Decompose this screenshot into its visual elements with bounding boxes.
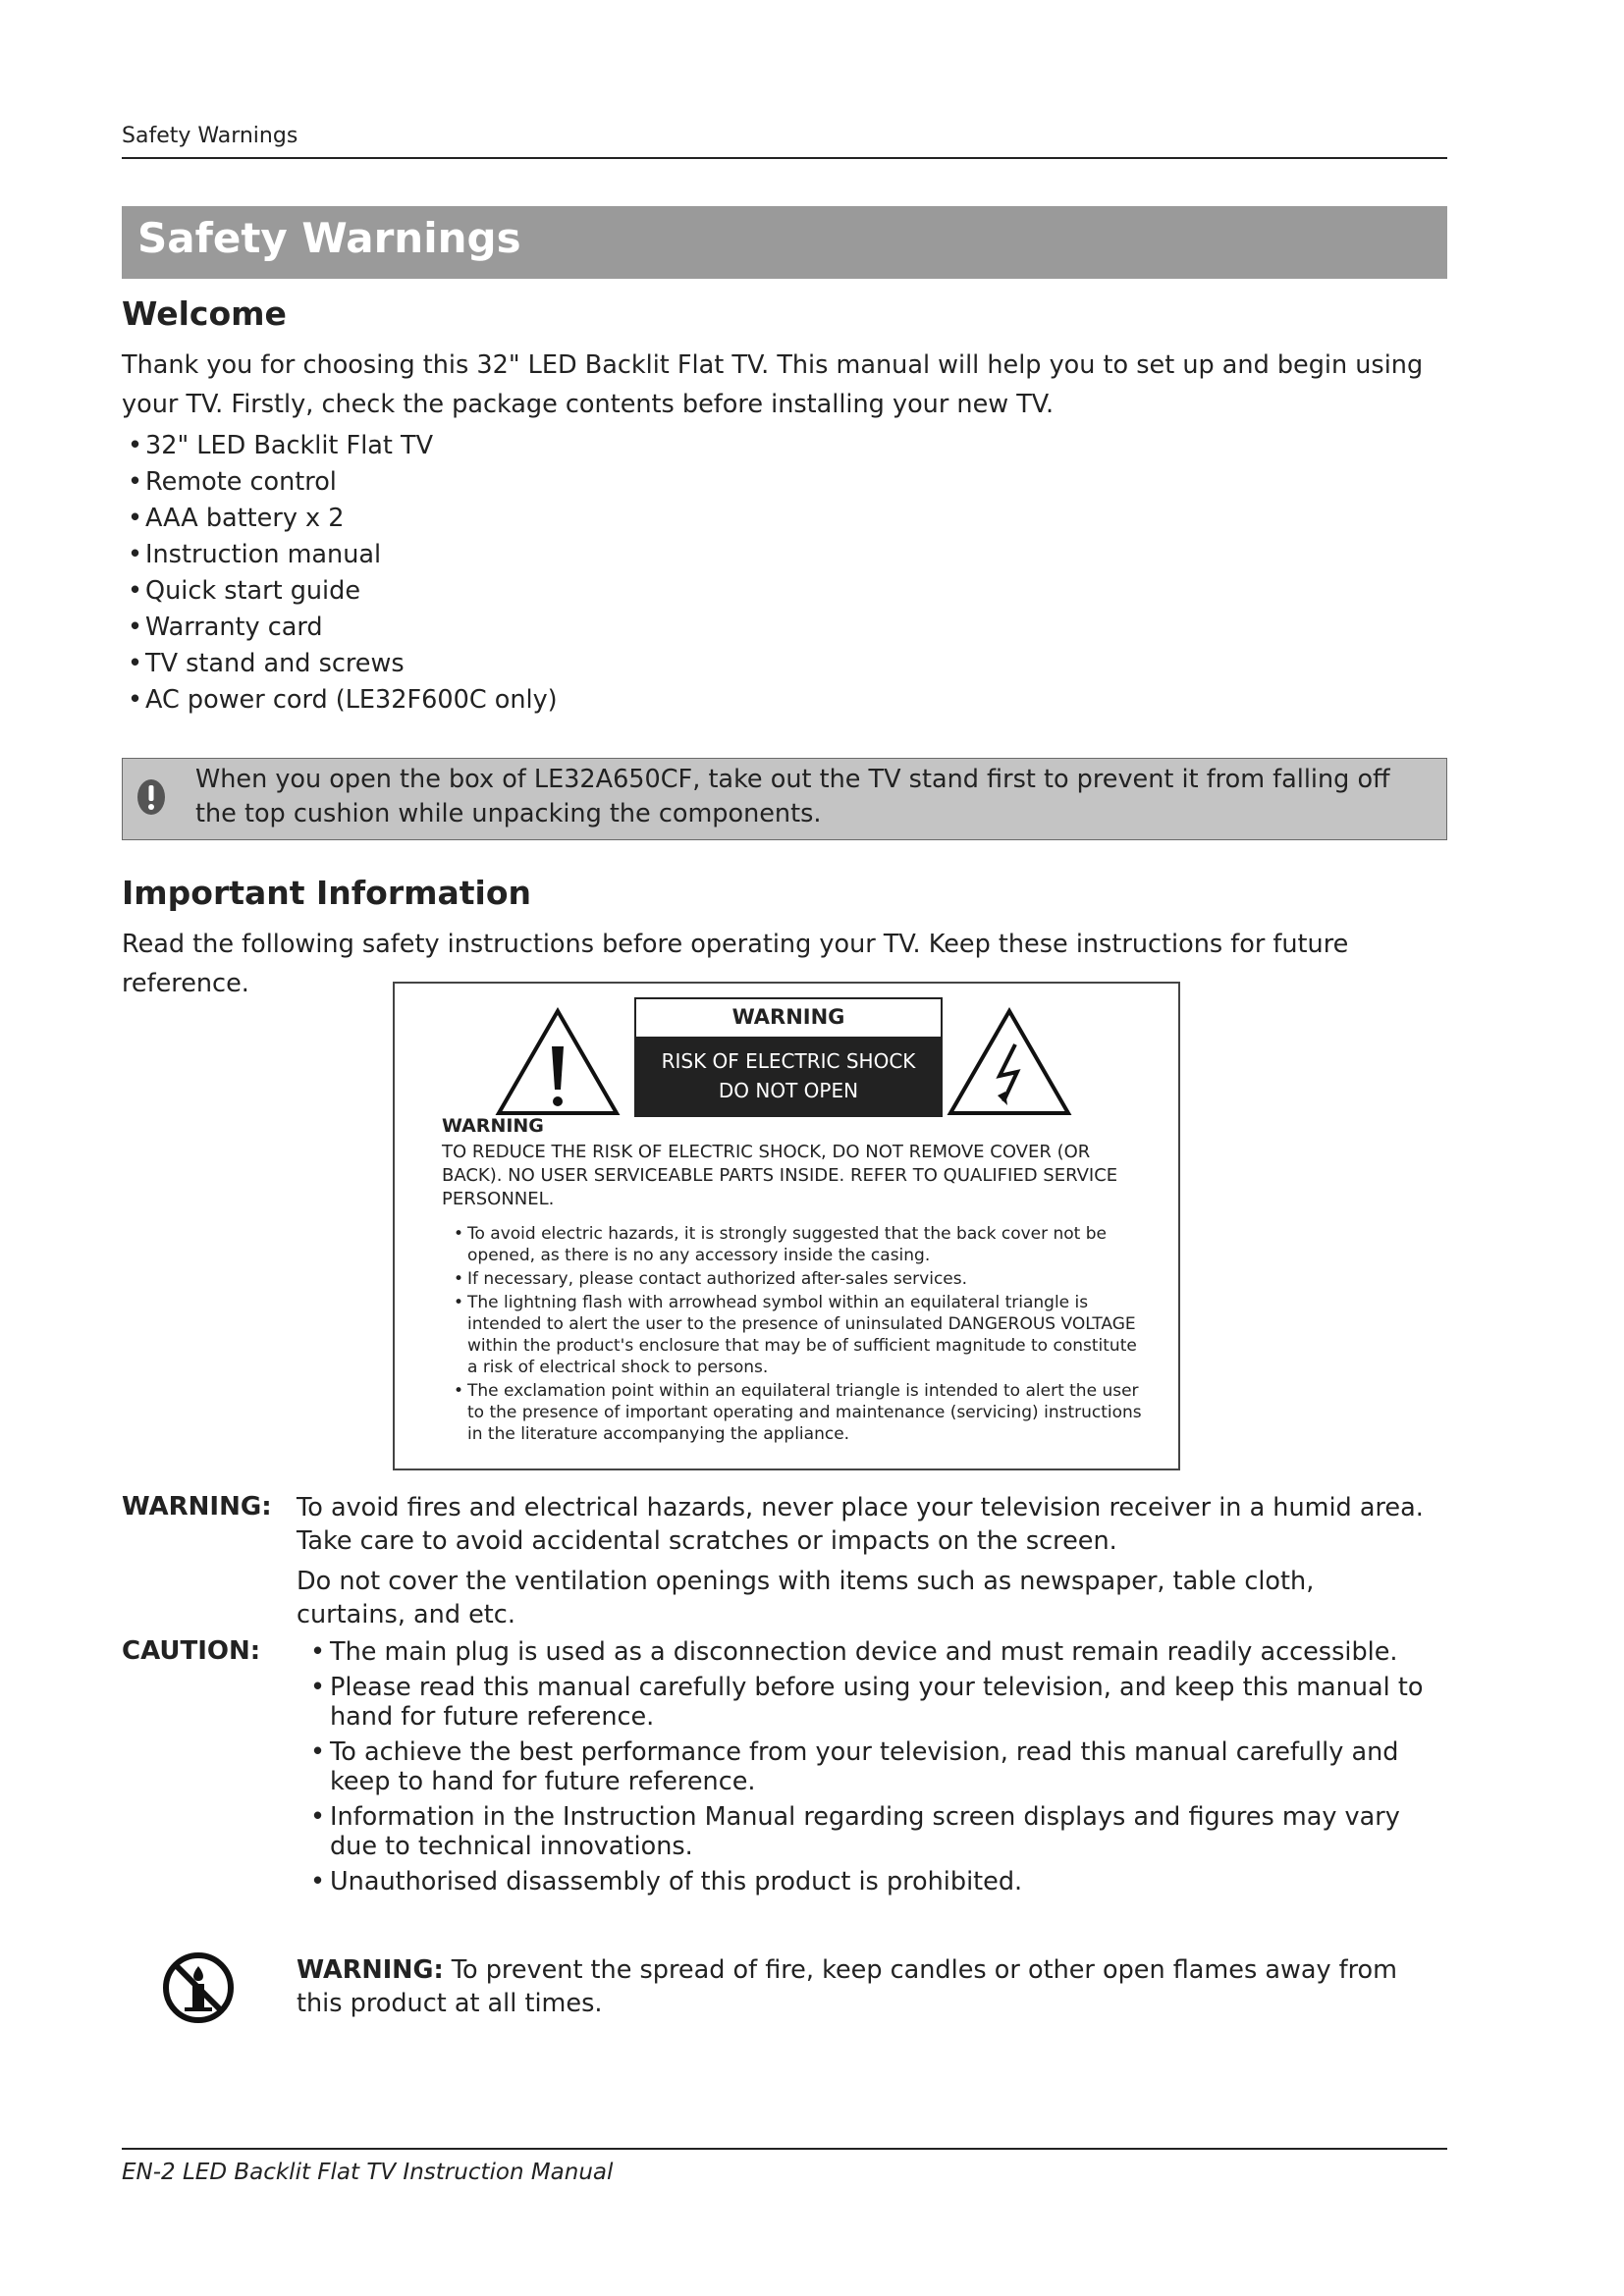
list-item: • Quick start guide [128, 573, 558, 610]
caution-label-heading: CAUTION: [122, 1636, 261, 1666]
warning-label-title: WARNING [731, 1005, 845, 1029]
fire-warning-text [297, 1953, 1426, 2020]
list-item: • If necessary, please contact authorized after-sales services. [454, 1268, 1151, 1290]
list-item: • Warranty card [128, 610, 558, 646]
list-item: • The lightning flash with arrowhead symbol within an equilateral triangle is intended to alert the user to the presence of uninsulated DANGEROUS VOLTAGE within the product's enclosure that may be of sufficient magnitude to constitute a risk of electrical shock to persons. [454, 1292, 1151, 1378]
banner-title: Safety Warnings [137, 214, 521, 262]
fire-warning-body: To prevent the spread of fire, keep candles or other open flames away from this product at all times. [297, 1955, 1398, 2018]
no-open-flame-icon [161, 1950, 236, 2025]
note-text: When you open the box of LE32A650CF, take out the TV stand first to prevent it from falling off the top cushion while unpacking the components. [195, 765, 1390, 828]
header-rule [122, 157, 1447, 159]
exclamation-triangle-icon [495, 1007, 621, 1117]
warning-text-2: Do not cover the ventilation openings with items such as newspaper, table cloth, curtains, and etc. [297, 1567, 1315, 1629]
list-item: • AAA battery x 2 [128, 501, 558, 537]
warning-label [634, 997, 943, 1117]
list-item: • Unauthorised disassembly of this product is prohibited. [310, 1867, 1449, 1896]
fire-warning-label: WARNING: [297, 1955, 444, 1985]
page-footer: EN-2 LED Backlit Flat TV Instruction Manual [122, 2160, 614, 2185]
electric-shock-warning-box [393, 982, 1180, 1470]
exclamation-icon [136, 778, 166, 816]
list-item: • The exclamation point within an equilateral triangle is intended to alert the user to the presence of important operating and maintenance (servicing) instructions in the literature accompanying the appliance. [454, 1380, 1151, 1445]
warning-label-body [636, 1037, 941, 1115]
welcome-heading: Welcome [122, 294, 287, 333]
list-item: • To avoid electric hazards, it is strongly suggested that the back cover not be opened, as there is no any accessory inside the casing. [454, 1223, 1151, 1266]
important-paragraph: Read the following safety instructions before operating your TV. Keep these instructions for future reference. [122, 930, 1349, 998]
list-item: • Please read this manual carefully before using your television, and keep this manual to hand for future reference. [310, 1673, 1449, 1732]
footer-rule [122, 2148, 1447, 2150]
warning-box-list [454, 1223, 1151, 1447]
list-item: • 32" LED Backlit Flat TV [128, 428, 558, 464]
list-item: • Remote control [128, 464, 558, 501]
lightning-triangle-icon [947, 1007, 1072, 1117]
warning-label-line1: RISK OF ELECTRIC SHOCK [661, 1049, 916, 1073]
warning-label-line2: DO NOT OPEN [718, 1079, 859, 1102]
warning-label-heading: WARNING: [122, 1492, 272, 1522]
package-contents-list [128, 428, 558, 719]
list-item: • To achieve the best performance from your television, read this manual carefully and keep to hand for future reference. [310, 1737, 1449, 1796]
important-heading: Important Information [122, 874, 532, 912]
warning-box-heading: WARNING [442, 1115, 544, 1137]
welcome-paragraph: Thank you for choosing this 32" LED Backlit Flat TV. This manual will help you to set up and begin using your TV. Firstly, check the package contents before installing your new TV. [122, 350, 1424, 419]
unpacking-note [122, 758, 1447, 840]
warning-text-1: To avoid fires and electrical hazards, never place your television receiver in a humid area. Take care to avoid accidental scratches or impacts on the screen. [297, 1493, 1424, 1556]
list-item: • AC power cord (LE32F600C only) [128, 682, 558, 719]
list-item: • The main plug is used as a disconnection device and must remain readily accessible. [310, 1637, 1449, 1667]
list-item: • Information in the Instruction Manual regarding screen displays and figures may vary due to technical innovations. [310, 1802, 1449, 1861]
list-item: • TV stand and screws [128, 646, 558, 682]
section-banner [122, 206, 1447, 279]
caution-list [310, 1637, 1449, 1902]
list-item: • Instruction manual [128, 537, 558, 573]
running-header: Safety Warnings [122, 124, 298, 148]
warning-box-body: TO REDUCE THE RISK OF ELECTRIC SHOCK, DO NOT REMOVE COVER (OR BACK). NO USER SERVICEABLE PARTS INSIDE. REFER TO QUALIFIED SERVICE PERSONNEL. [442, 1142, 1118, 1209]
